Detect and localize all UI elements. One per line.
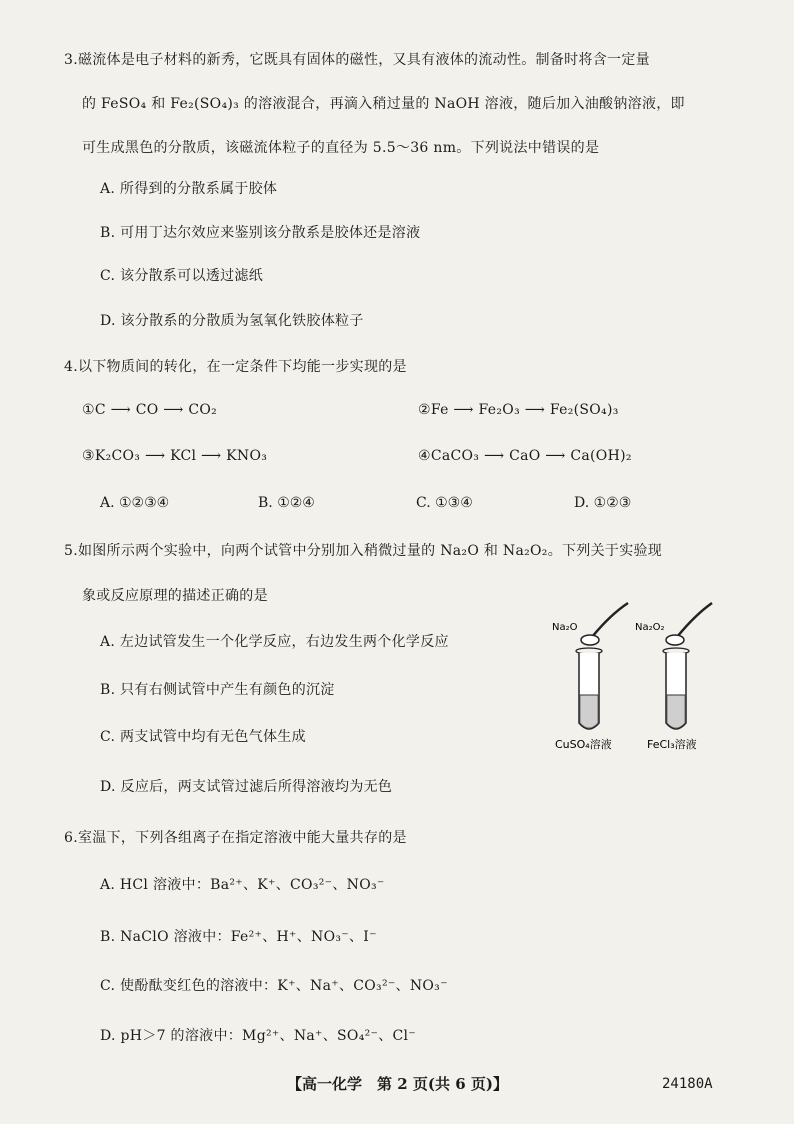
q3-line2: 的 FeSO₄ 和 Fe₂(SO₄)₃ 的溶液混合，再滴入稍过量的 NaOH 溶液，随后加入油酸钠溶液，即 xyxy=(82,96,685,112)
q3-option-d: D. 该分散系的分散质为氢氧化铁胶体粒子 xyxy=(100,313,364,329)
q5-option-c: C. 两支试管中均有无色气体生成 xyxy=(100,729,306,745)
q4-option-b: B. ①②④ xyxy=(258,495,315,511)
q6-option-c: C. 使酚酞变红色的溶液中：K⁺、Na⁺、CO₃²⁻、NO₃⁻ xyxy=(100,978,448,994)
q4-stem: 4.以下物质间的转化，在一定条件下均能一步实现的是 xyxy=(64,359,407,375)
q3-option-a: A. 所得到的分散系属于胶体 xyxy=(100,181,278,197)
q3-line3: 可生成黑色的分散质，该磁流体粒子的直径为 5.5～36 nm。下列说法中错误的是 xyxy=(82,140,600,156)
q3-option-c: C. 该分散系可以透过滤纸 xyxy=(100,268,264,284)
q5-line1: 5.如图所示两个实验中，向两个试管中分别加入稍微过量的 Na₂O 和 Na₂O₂。下列关于实验现 xyxy=(64,543,663,559)
q4-option-d: D. ①②③ xyxy=(574,495,632,511)
page-footer: 【高一化学 第 2 页(共 6 页)】 xyxy=(287,1075,508,1093)
q5-line2: 象或反应原理的描述正确的是 xyxy=(82,588,268,604)
q4-option-a: A. ①②③④ xyxy=(100,495,170,511)
q6-stem: 6.室温下，下列各组离子在指定溶液中能大量共存的是 xyxy=(64,830,407,846)
q4-route-2: ②Fe ⟶ Fe₂O₃ ⟶ Fe₂(SO₄)₃ xyxy=(418,402,619,418)
left-test-tube-icon xyxy=(576,648,602,729)
q5-option-a: A. 左边试管发生一个化学反应，右边发生两个化学反应 xyxy=(100,634,449,650)
left-reagent-label: Na₂O xyxy=(552,622,578,633)
q3-line1: 3.磁流体是电子材料的新秀，它既具有固体的磁性，又具有液体的流动性。制备时将含一定量 xyxy=(64,52,650,68)
q5-option-d: D. 反应后，两支试管过滤后所得溶液均为无色 xyxy=(100,779,393,795)
q4-route-3: ③K₂CO₃ ⟶ KCl ⟶ KNO₃ xyxy=(82,448,268,464)
exam-code: 24180A xyxy=(662,1076,713,1092)
left-solution-label: CuSO₄溶液 xyxy=(555,738,612,751)
q4-option-c: C. ①③④ xyxy=(416,495,473,511)
q6-option-d: D. pH＞7 的溶液中：Mg²⁺、Na⁺、SO₄²⁻、Cl⁻ xyxy=(100,1028,417,1044)
q3-option-b: B. 可用丁达尔效应来鉴别该分散系是胶体还是溶液 xyxy=(100,225,421,241)
q6-option-a: A. HCl 溶液中：Ba²⁺、K⁺、CO₃²⁻、NO₃⁻ xyxy=(100,877,385,893)
q6-option-b: B. NaClO 溶液中：Fe²⁺、H⁺、NO₃⁻、I⁻ xyxy=(100,929,377,945)
q4-route-1: ①C ⟶ CO ⟶ CO₂ xyxy=(82,402,218,418)
right-test-tube-icon xyxy=(663,648,689,729)
right-solution-label: FeCl₃溶液 xyxy=(647,738,697,751)
q4-route-4: ④CaCO₃ ⟶ CaO ⟶ Ca(OH)₂ xyxy=(418,448,632,464)
right-reagent-label: Na₂O₂ xyxy=(635,622,665,633)
q5-option-b: B. 只有右侧试管中产生有颜色的沉淀 xyxy=(100,682,335,698)
q5-experiment-figure xyxy=(540,595,750,755)
right-spoon-icon xyxy=(666,603,712,645)
left-spoon-icon xyxy=(581,603,628,645)
